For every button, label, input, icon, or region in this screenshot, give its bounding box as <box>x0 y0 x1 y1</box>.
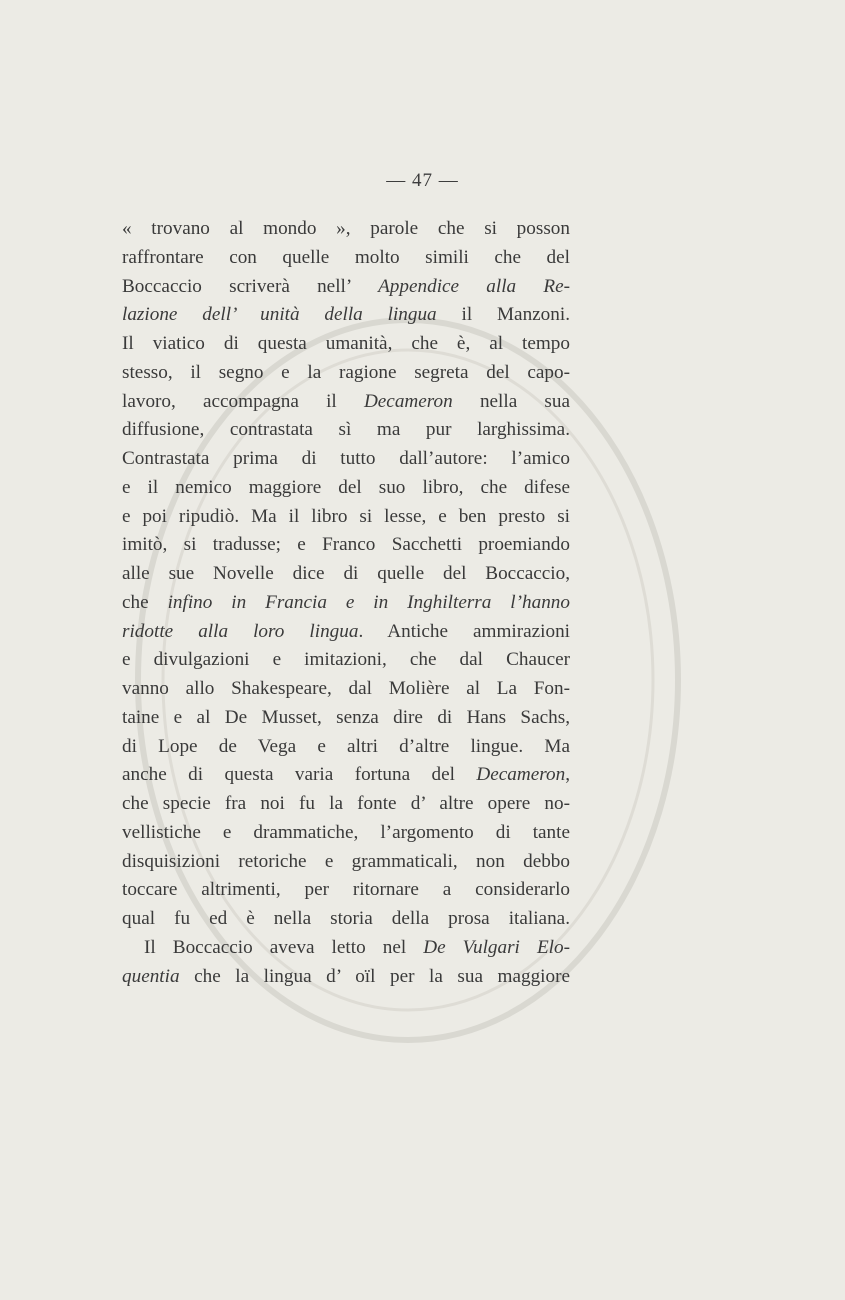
text-run: vanno allo Shakespeare, dal Molière al La Fon- <box>122 678 570 699</box>
text-run: imitò, si tradusse; e Franco Sacchetti proemiando <box>122 534 570 556</box>
text-run: nella sua <box>452 390 570 412</box>
text-line <box>122 445 570 474</box>
body-text <box>122 215 570 991</box>
text-run: e il nemico maggiore del suo libro, che difese <box>122 476 570 498</box>
text-run: e poi ripudiò. Ma il libro si lesse, e ben presto si <box>122 505 570 527</box>
text-line <box>122 675 570 704</box>
text-run: qual fu ed è nella storia della prosa italiana. <box>122 908 570 929</box>
text-run: il Manzoni. <box>436 304 570 326</box>
text-run: Contrastata prima di tutto dall’autore: l’amico <box>122 448 570 469</box>
text-line <box>122 474 570 503</box>
text-line <box>122 416 570 445</box>
text-line <box>122 646 570 675</box>
page-number: — 47 — <box>386 170 459 191</box>
text-run: . Antiche ammirazioni <box>358 620 571 642</box>
italic-text: Appendice alla Re- <box>378 275 571 297</box>
text-line <box>122 848 570 877</box>
text-run: Boccaccio scriverà nell’ <box>122 275 379 297</box>
text-run: toccare altrimenti, per ritornare a considerarlo <box>122 879 570 901</box>
text-run: stesso, il segno e la ragione segreta del capo- <box>122 361 570 383</box>
text-run: anche di questa varia fortuna del <box>122 764 477 786</box>
text-line <box>122 905 570 934</box>
text-line <box>122 531 570 560</box>
text-line <box>122 560 570 589</box>
text-line <box>122 273 570 302</box>
text-line <box>122 876 570 905</box>
text-line <box>122 790 570 819</box>
text-run: che specie fra noi fu la fonte d’ altre opere no- <box>122 793 570 814</box>
text-line <box>122 819 570 848</box>
text-line <box>122 215 570 244</box>
text-run: Il Boccaccio aveva letto nel <box>144 936 424 958</box>
text-line <box>122 618 570 647</box>
text-run: che <box>122 591 168 613</box>
text-run: e divulgazioni e imitazioni, che dal Chaucer <box>122 649 570 671</box>
text-run: alle sue Novelle dice di quelle del Boccaccio, <box>122 563 570 584</box>
text-run: taine e al De Musset, senza dire di Hans Sachs, <box>122 706 570 728</box>
italic-text: ridotte alla loro lingua <box>122 620 359 642</box>
italic-text: infino in Francia e in Inghilterra l’hanno <box>167 591 570 613</box>
text-run: lavoro, accompagna il <box>122 390 364 412</box>
italic-text: Decameron <box>363 390 453 412</box>
text-line <box>122 244 570 273</box>
text-line <box>122 359 570 388</box>
text-run: di Lope de Vega e altri d’altre lingue. Ma <box>122 735 570 757</box>
text-line <box>122 503 570 532</box>
text-line <box>122 301 570 330</box>
text-run: diffusione, contrastata sì ma pur larghissima. <box>122 419 570 441</box>
italic-text: quentia <box>122 965 180 987</box>
text-run: disquisizioni retoriche e grammaticali, non debbo <box>122 850 570 872</box>
text-run: vellistiche e drammatiche, l’argomento di tante <box>122 821 570 843</box>
text-run: raffrontare con quelle molto simili che del <box>122 246 570 268</box>
text-line <box>122 733 570 762</box>
italic-text: lazione dell’ unità della lingua <box>122 304 437 326</box>
text-line <box>122 704 570 733</box>
text-line <box>122 963 570 992</box>
text-line <box>122 589 570 618</box>
text-run: , <box>565 764 570 786</box>
text-line <box>122 934 570 963</box>
italic-text: De Vulgari Elo- <box>423 936 570 958</box>
text-run: Il viatico di questa umanità, che è, al tempo <box>122 333 570 354</box>
text-line <box>122 388 570 417</box>
italic-text: Decameron <box>476 764 566 786</box>
text-line <box>122 761 570 790</box>
text-run: « trovano al mondo », parole che si posson <box>122 218 570 239</box>
text-line <box>122 330 570 359</box>
text-run: che la lingua d’ oïl per la sua maggiore <box>179 965 570 987</box>
